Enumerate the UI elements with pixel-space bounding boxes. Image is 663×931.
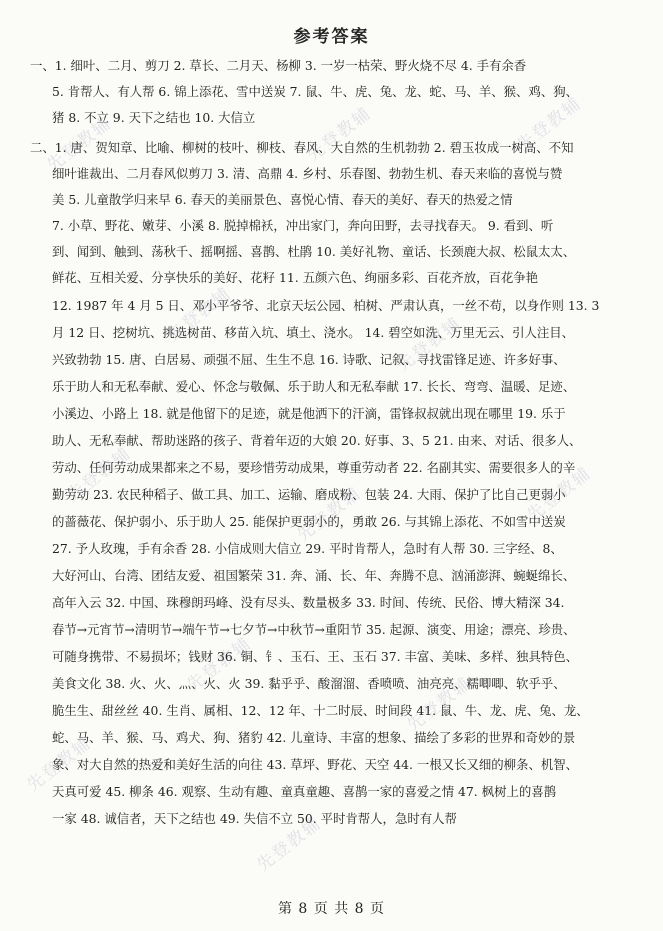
watermark: 先登教辅 [403, 673, 476, 736]
answer-line: 高年入云 32. 中国、珠穆朗玛峰、没有尽头、数量极多 33. 时间、传统、民俗、博大精深 34. [52, 595, 565, 610]
answer-line: 乐于助人和无私奉献、爱心、怀念与敬佩、乐于助人和无私奉献 17. 长长、弯弯、温暖、足迹、 [52, 379, 576, 394]
answer-line: 鲜花、互相关爱、分享快乐的美好、花籽 11. 五颜六色、绚丽多彩、百花齐放，百花争艳 [52, 270, 539, 285]
answer-line: 的蔷薇花、保护弱小、乐于助人 25. 能保护更弱小的，勇敢 26. 与其锦上添花、不如雪中送炭 [52, 514, 566, 529]
page-title: 参考答案 [293, 27, 370, 47]
page-footer: 第 8 页 共 8 页 [277, 901, 386, 917]
answer-line: 二、1. 唐、贺知章、比喻、柳树的枝叶、柳枝、春风、大自然的生机勃勃 2. 碧玉妆成一树高、不知 [30, 140, 574, 155]
watermark: 先登教辅 [183, 633, 256, 696]
answer-line: 勤劳动 23. 农民种稻子、做工具、加工、运输、磨成粉、包装 24. 大雨、保护了比自己更弱小 [52, 487, 566, 502]
answer-line: 象、对大自然的热爱和美好生活的向往 43. 草坪、野花、天空 44. 一根又长又细的柳条、机智、 [52, 757, 579, 772]
answer-line: 一家 48. 诚信者，天下之结也 49. 失信不立 50. 平时肯帮人，急时有人帮 [52, 811, 457, 826]
watermark: 先登教辅 [253, 813, 326, 876]
answer-line: 天真可爱 45. 柳条 46. 观察、生动有趣、童真童趣、喜鹊一家的喜爱之情 47. 枫树上的喜鹊 [52, 784, 557, 799]
answer-line: 27. 予人玫瑰，手有余香 28. 小信成则大信立 29. 平时肯帮人，急时有人帮 30. 三字经、8、 [52, 541, 563, 556]
answer-line: 可随身携带、不易损坏；钱财 36. 铜、钅、玉石、王、玉石 37. 丰富、美味、多样、独具特色、 [52, 649, 579, 664]
watermark: 先登教辅 [523, 463, 596, 526]
answer-line: 细叶谁裁出、二月春风似剪刀 3. 清、高鼎 4. 乡村、乐春图、勃勃生机、春天来临的喜悦与赞 [52, 166, 563, 181]
answer-line: 大好河山、台湾、团结友爱、祖国繁荣 31. 奔、涌、长、年、奔腾不息、汹涌澎湃、蜿蜒绵长、 [52, 568, 576, 583]
answer-line: 月 12 日、挖树坑、挑选树苗、移苗入坑、填土、浇水。 14. 碧空如洗、万里无云、引人注目、 [52, 325, 575, 340]
answer-line: 劳动、任何劳动成果都来之不易，要珍惜劳动成果，尊重劳动者 22. 名副其实、需要很多人的辛 [52, 460, 576, 475]
watermark: 先登教辅 [393, 313, 466, 376]
watermark: 先登教辅 [63, 443, 136, 506]
answer-line: 兴致勃勃 15. 唐、白居易、顽强不屈、生生不息 16. 诗歌、记叙、寻找雷锋足迹、许多好事、 [52, 352, 566, 367]
answer-line: 蛇、马、羊、猴、马、鸡犬、狗、猪豹 42. 儿童诗、丰富的想象、描绘了多彩的世界和奇妙的景 [52, 730, 576, 745]
watermark: 先登教辅 [23, 733, 96, 796]
answer-line: 春节→元宵节→清明节→端午节→七夕节→中秋节→重阳节 35. 起源、演变、用途；漂亮、珍贵、 [52, 622, 576, 637]
answer-line: 5. 肯帮人、有人帮 6. 锦上添花、雪中送炭 7. 鼠、牛、虎、兔、龙、蛇、马、羊、猴、鸡、狗、 [52, 84, 579, 99]
watermark: 先登教辅 [43, 113, 116, 176]
answer-line: 美 5. 儿童散学归来早 6. 春天的美丽景色、喜悦心情、春天的美好、春天的热爱之情 [52, 192, 513, 207]
watermark: 先登教辅 [293, 483, 366, 546]
watermark: 先登教辅 [303, 103, 376, 166]
answer-line: 一、1. 细叶、二月、剪刀 2. 草长、二月天、杨柳 3. 一岁一枯荣、野火烧不尽 4. 手有余香 [30, 58, 527, 73]
answer-line: 猪 8. 不立 9. 天下之结也 10. 大信立 [52, 110, 256, 125]
answer-line: 助人、无私奉献、帮助迷路的孩子、背着年迈的大娘 20. 好事、3、5 21. 由来、对话、很多人、 [52, 433, 582, 448]
answer-line: 美食文化 38. 火、火、灬、火、火 39. 黏乎乎、酸溜溜、香喷喷、油亮亮、糯唧唧、软乎乎、 [52, 676, 566, 691]
answer-line: 到、闻到、触到、荡秋千、摇啊摇、喜鹊、杜鹃 10. 美好礼物、童话、长颈鹿大叔、松鼠太太、 [52, 244, 576, 259]
answer-line: 12. 1987 年 4 月 5 日、邓小平爷爷、北京天坛公园、柏树、严肃认真，一丝不苟，以身作则 13. 3 [52, 298, 600, 313]
watermark: 先登教辅 [163, 283, 236, 346]
watermark: 先登教辅 [513, 93, 586, 156]
answer-line: 小溪边、小路上 18. 就是他留下的足迹，就是他洒下的汗滴，雷锋叔叔就出现在哪里 19. 乐于 [52, 406, 566, 421]
answer-line: 7. 小草、野花、嫩芽、小溪 8. 脱掉棉袄，冲出家门，奔向田野，去寻找春天。 9. 看到、听 [52, 218, 554, 233]
answer-line: 脆生生、甜丝丝 40. 生肖、属相、12、12 年、十二时辰、时间段 41. 鼠、牛、龙、虎、兔、龙、 [52, 703, 589, 718]
